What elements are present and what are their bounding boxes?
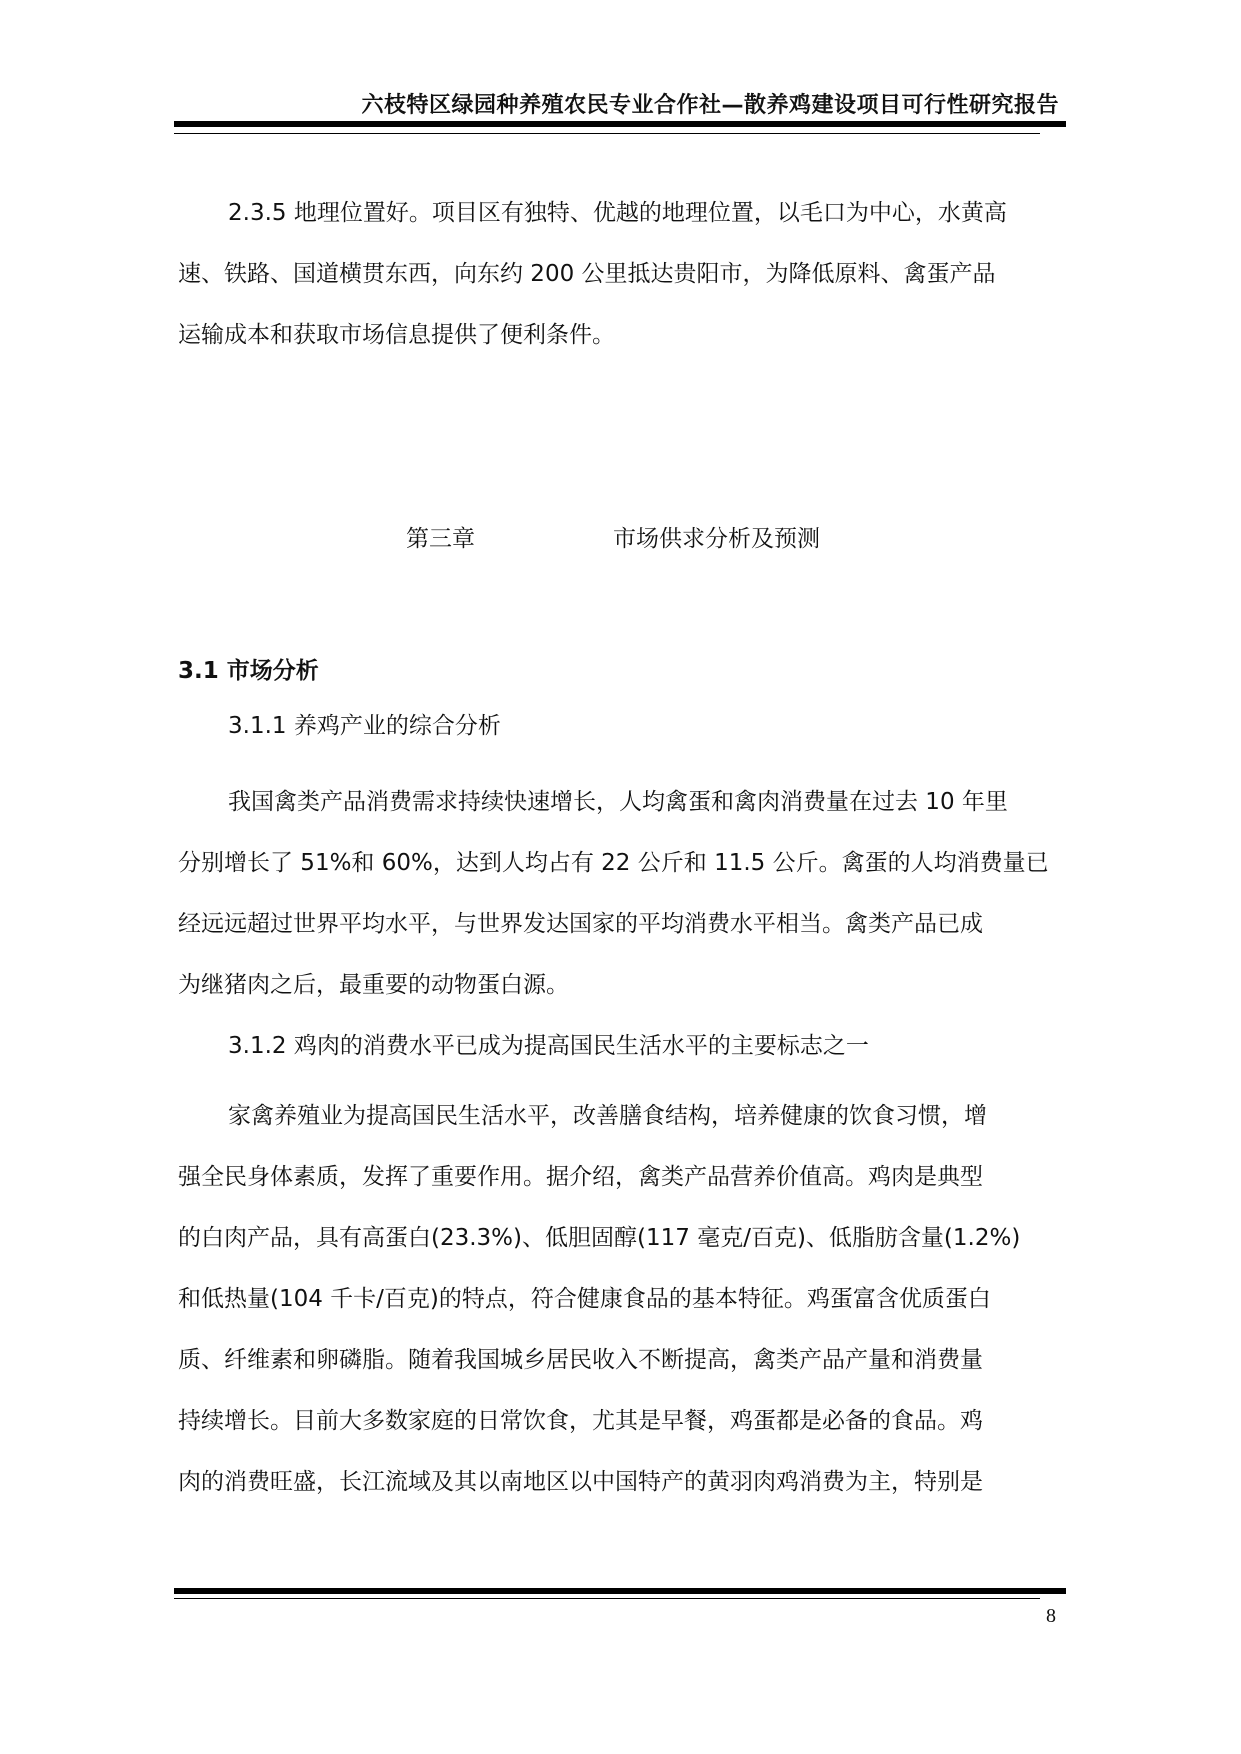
text-line: 为继猪肉之后，最重要的动物蛋白源。 <box>178 972 569 998</box>
text-line: 2.3.5 地理位置好。项目区有独特、优越的地理位置，以毛口为中心，水黄高 <box>228 200 1007 226</box>
text-line: 速、铁路、国道横贯东西，向东约 200 公里抵达贵阳市，为降低原料、禽蛋产品 <box>178 261 996 287</box>
text-line: 分别增长了 51%和 60%，达到人均占有 22 公斤和 11.5 公斤。禽蛋的人均消费量已 <box>178 850 1049 876</box>
footer-rule-thick <box>174 1588 1066 1594</box>
text-line: 运输成本和获取市场信息提供了便利条件。 <box>178 322 615 348</box>
paragraph-3-1-1 <box>178 772 1078 1016</box>
section-heading: 3.1 市场分析 <box>178 658 319 684</box>
subsection-3-1-1 <box>178 696 1078 757</box>
text-line: 质、纤维素和卵磷脂。随着我国城乡居民收入不断提高，禽类产品产量和消费量 <box>178 1347 983 1373</box>
subsection-3-1-2 <box>178 1016 1078 1077</box>
text-line: 我国禽类产品消费需求持续快速增长，人均禽蛋和禽肉消费量在过去 10 年里 <box>228 789 1008 815</box>
subsection-heading: 3.1.1 养鸡产业的综合分析 <box>228 713 501 739</box>
header-title: 六枝特区绿园种养殖农民专业合作社—散养鸡建设项目可行性研究报告 <box>361 93 1059 118</box>
header-rule-thick <box>174 121 1066 127</box>
text-line: 家禽养殖业为提高国民生活水平，改善膳食结构，培养健康的饮食习惯，增 <box>228 1103 987 1129</box>
paragraph-2-3-5 <box>178 183 1078 366</box>
subsection-heading: 3.1.2 鸡肉的消费水平已成为提高国民生活水平的主要标志之一 <box>228 1033 869 1059</box>
paragraph-3-1-2 <box>178 1086 1078 1513</box>
text-line: 持续增长。目前大多数家庭的日常饮食，尤其是早餐，鸡蛋都是必备的食品。鸡 <box>178 1408 983 1434</box>
page-number: 8 <box>1046 1605 1056 1627</box>
chapter-title: 市场供求分析及预测 <box>613 526 820 552</box>
header-rule-thin <box>174 133 1040 134</box>
chapter-number: 第三章 <box>406 526 475 552</box>
text-line: 经远远超过世界平均水平，与世界发达国家的平均消费水平相当。禽类产品已成 <box>178 911 983 937</box>
text-line: 强全民身体素质，发挥了重要作用。据介绍，禽类产品营养价值高。鸡肉是典型 <box>178 1164 983 1190</box>
text-line: 的白肉产品，具有高蛋白(23.3%)、低胆固醇(117 毫克/百克)、低脂肪含量(1.2%) <box>178 1225 1021 1251</box>
text-line: 和低热量(104 千卡/百克)的特点，符合健康食品的基本特征。鸡蛋富含优质蛋白 <box>178 1286 991 1312</box>
footer-rule-thin <box>174 1598 1040 1599</box>
text-line: 肉的消费旺盛，长江流域及其以南地区以中国特产的黄羽肉鸡消费为主，特别是 <box>178 1469 983 1495</box>
